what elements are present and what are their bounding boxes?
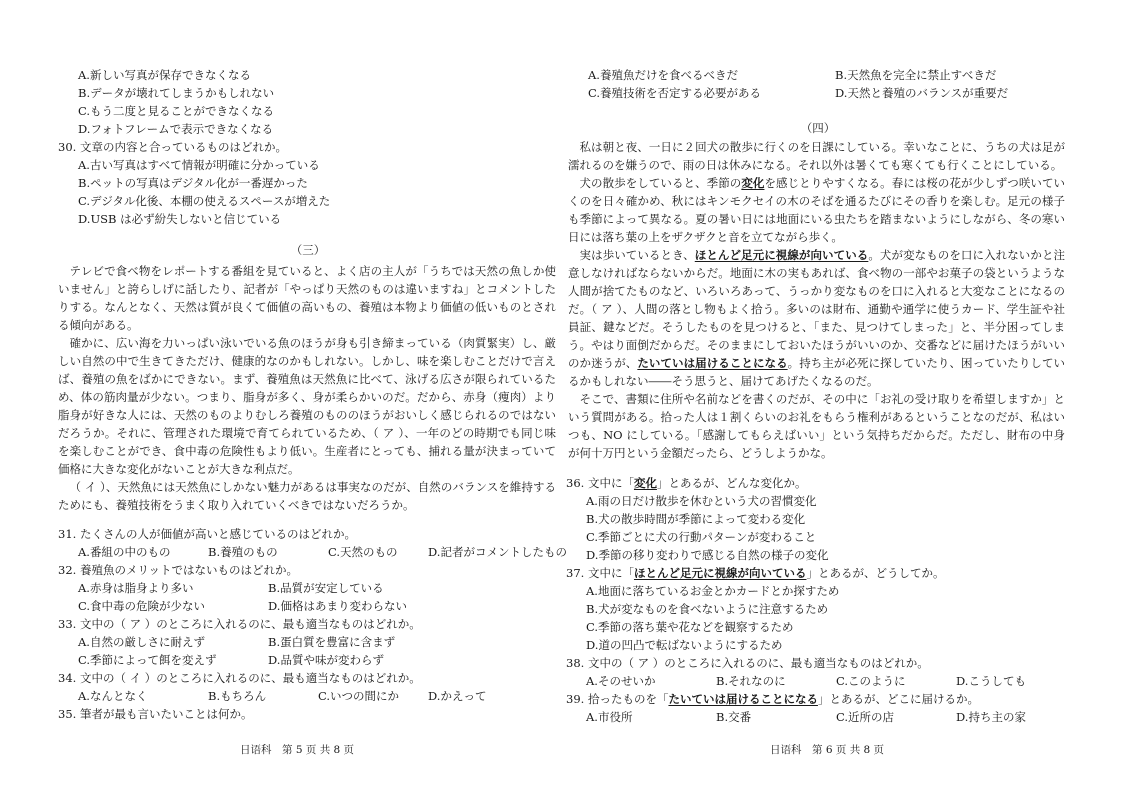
passage-3-paragraph-1: テレビで食べ物をレポートする番組を見ていると、よく店の主人が「うちでは天然の魚しか使いません」と誇らしげに話したり、記者が「やっぱり天然のものは違いますね」とコメントしたりする。なんとなく、天然は質が良くて価値の高いもの、養殖は本物より価値の低いものとされる傾向がある。 bbox=[58, 264, 556, 332]
q38-option-d: D.こうしても bbox=[956, 674, 1026, 688]
q32-option-d: D.価格はあまり変わらない bbox=[268, 599, 407, 613]
q32-option-a: A.赤身は脂身より多い bbox=[78, 581, 194, 595]
q36-option-c: C.季節ごとに犬の行動パターンが変わること bbox=[586, 530, 817, 544]
question-30: 30. 文章の内容と合っているものはどれか。 bbox=[58, 140, 287, 154]
q29-option-d: D.フォトフレームで表示できなくなる bbox=[78, 122, 274, 136]
q36-option-b: B.犬の散歩時間が季節によって変わる変化 bbox=[586, 512, 806, 526]
q39-option-a: A.市役所 bbox=[586, 710, 633, 724]
section-3-heading: （三） bbox=[290, 243, 326, 257]
question-37: 37. 文中に「ほとんど足元に視線が向いている」とあるが、どうしてか。 bbox=[566, 566, 945, 580]
question-38: 38. 文中の（ ア ）のところに入れるのに、最も適当なものはどれか。 bbox=[566, 656, 929, 670]
q38-option-b: B.それなのに bbox=[716, 674, 786, 688]
question-33: 33. 文中の（ ア ）のところに入れるのに、最も適当なものはどれか。 bbox=[58, 617, 421, 631]
underlined-henka: 変化 bbox=[741, 176, 765, 190]
q29-option-b: B.データが壊れてしまうかもしれない bbox=[78, 86, 275, 100]
question-32: 32. 養殖魚のメリットではないものはどれか。 bbox=[58, 563, 298, 577]
q34-option-c: C.いつの間にか bbox=[318, 689, 400, 703]
q30-option-c: C.デジタル化後、本棚の使えるスペースが増えた bbox=[78, 194, 331, 208]
section-4-heading: （四） bbox=[800, 121, 836, 135]
q36-option-a: A.雨の日だけ散歩を休むという犬の習慣変化 bbox=[586, 494, 817, 508]
question-34: 34. 文中の（ イ ）のところに入れるのに、最も適当なものはどれか。 bbox=[58, 671, 421, 685]
underlined-todokeru: たいていは届けることになる bbox=[637, 356, 788, 370]
q38-option-a: A.そのせいか bbox=[586, 674, 656, 688]
right-page-footer: 日语科 第 6 页 共 8 页 bbox=[770, 744, 885, 756]
q35-option-d: D.天然と養殖のバランスが重要だ bbox=[835, 86, 1009, 100]
q37-option-b: B.犬が変なものを食べないように注意するため bbox=[586, 602, 829, 616]
q39-option-b: B.交番 bbox=[716, 710, 752, 724]
q30-option-a: A.古い写真はすべて情報が明確に分かっている bbox=[78, 158, 320, 172]
q30-option-d: D.USB は必ず紛失しないと信じている bbox=[78, 212, 282, 226]
q34-option-d: D.かえって bbox=[428, 689, 487, 703]
q37-option-c: C.季節の落ち葉や花などを観察するため bbox=[586, 620, 794, 634]
q33-option-c: C.季節によって餌を変えず bbox=[78, 653, 217, 667]
q38-option-c: C.このように bbox=[836, 674, 906, 688]
q35-option-c: C.養殖技術を否定する必要がある bbox=[588, 86, 762, 100]
q37-option-d: D.道の凹凸で転ばないようにするため bbox=[586, 638, 783, 652]
question-31: 31. たくさんの人が価値が高いと感じているのはどれか。 bbox=[58, 527, 356, 541]
q34-option-a: A.なんとなく bbox=[78, 689, 148, 703]
q35-option-a: A.養殖魚だけを食べるべきだ bbox=[588, 68, 738, 82]
passage-4-paragraph-1: 私は朝と夜、一日に２回犬の散歩に行くのを日課にしている。幸いなことに、うちの犬は足が濡れるのを嫌うので、雨の日は休みになる。それ以外は暑くても寒くても行くことにしている。 bbox=[568, 140, 1065, 172]
q31-option-b: B.養殖のもの bbox=[208, 545, 278, 559]
passage-4-paragraph-3: 実は歩いているとき、ほとんど足元に視線が向いている。犬が変なものを口に入れないかと注意しなければならないからだ。地面に木の実もあれば、食べ物の一部やお菓子の袋というような人間が捨てたものなど、いろいろあって、うっかり変なものを口に入れると大変なことになるのだ。（ ア ）、人間の落とし物もよく拾う。多いのは財布、通勤や通学に使うカード、学生証や社員証、鍵などだ。そうしたものを見つけると、「また、見つけてしまった」と、半分困ってしまう。やはり面倒だからだ。そのままにしておいたほうがいいのか、交番などに届けたほうがいいのか迷うが、たいていは届けることになる。持ち主が必死に探していたり、困っていたりしているかもしれない――そう思うと、届けてあげたくなるのだ。 bbox=[568, 248, 1066, 388]
question-39: 39. 拾ったものを「たいていは届けることになる」とあるが、どこに届けるか。 bbox=[566, 692, 979, 706]
q30-option-b: B.ペットの写真はデジタル化が一番遅かった bbox=[78, 176, 308, 190]
q32-option-b: B.品質が安定している bbox=[268, 581, 384, 595]
question-35: 35. 筆者が最も言いたいことは何か。 bbox=[58, 707, 253, 721]
q29-option-c: C.もう二度と見ることができなくなる bbox=[78, 104, 275, 118]
q31-option-a: A.番組の中のもの bbox=[78, 545, 171, 559]
q39-option-d: D.持ち主の家 bbox=[956, 710, 1026, 724]
q33-option-a: A.自然の厳しさに耐えず bbox=[78, 635, 205, 649]
passage-4-paragraph-2: 犬の散歩をしていると、季節の変化を感じとりやすくなる。春には桜の花が少しずつ咲いていくのを日々確かめ、秋にはキンモクセイの木のそばを通るたびにその香りを楽しむ。足元の様子も季節によって異なる。夏の暑い日には地面にいる虫たちを踏まないようにしながら、冬の寒い日には落ち葉の上をザクザクと音を立てながら歩く。 bbox=[568, 176, 1066, 244]
q29-option-a: A.新しい写真が保存できなくなる bbox=[78, 68, 251, 82]
question-36: 36. 文中に「変化」とあるが、どんな変化か。 bbox=[566, 476, 807, 490]
q31-option-d: D.記者がコメントしたもの bbox=[428, 545, 567, 559]
passage-3-paragraph-3: （ イ ）、天然魚には天然魚にしかない魅力があるは事実なのだが、自然のバランスを維持するためにも、養殖技術をうまく取り入れていくべきではないだろうか。 bbox=[58, 480, 556, 512]
left-page-footer: 日语科 第 5 页 共 8 页 bbox=[240, 744, 355, 756]
underlined-ashimoto: ほとんど足元に視線が向いている bbox=[694, 248, 869, 262]
q39-option-c: C.近所の店 bbox=[836, 710, 895, 724]
q32-option-c: C.食中毒の危険が少ない bbox=[78, 599, 206, 613]
q36-option-d: D.季節の移り変わりで感じる自然の様子の変化 bbox=[586, 548, 829, 562]
q31-option-c: C.天然のもの bbox=[328, 545, 398, 559]
q33-option-d: D.品質や味が変わらず bbox=[268, 653, 384, 667]
passage-3-paragraph-2: 確かに、広い海を力いっぱい泳いでいる魚のほうが身も引き締まっている（肉質緊実）し、厳しい自然の中で生きてきただけ、健康的なのかもしれない。しかし、味を楽しむことだけで言えば、養殖の魚をばかにできない。まず、養殖魚は天然魚に比べて、泳げる広さが限られているため、体の筋肉量が少ない。つまり、脂身が多く、身が柔らかいのだ。だから、赤身（痩肉）より脂身が好きな人には、天然のものよりむしろ養殖のもののほうがおいしく感じられるのではないだろうか。それに、管理された環境で育てられているため、（ ア ）、一年のどの時期でも同じ味を楽しむことができ、食中毒の危険性もより低い。生産者にとっても、捕れる量が決まっていて価格に大きな変化がないことが大きな利点だ。 bbox=[58, 336, 556, 476]
q34-option-b: B.もちろん bbox=[208, 689, 267, 703]
q33-option-b: B.蛋白質を豊富に含まず bbox=[268, 635, 396, 649]
passage-4-paragraph-4: そこで、書類に住所や名前などを書くのだが、その中に「お礼の受け取りを希望しますか」という質問がある。拾った人は１割くらいのお礼をもらう権利があるということなのだが、私はいつも、NO にしている。「感謝してもらえばいい」という気持ちだからだ。ただし、財布の中身が何十万円という金額だったら、どうしようかな。 bbox=[568, 392, 1065, 460]
q35-option-b: B.天然魚を完全に禁止すべきだ bbox=[835, 68, 997, 82]
q37-option-a: A.地面に落ちているお金とかカードとか探すため bbox=[586, 584, 840, 598]
